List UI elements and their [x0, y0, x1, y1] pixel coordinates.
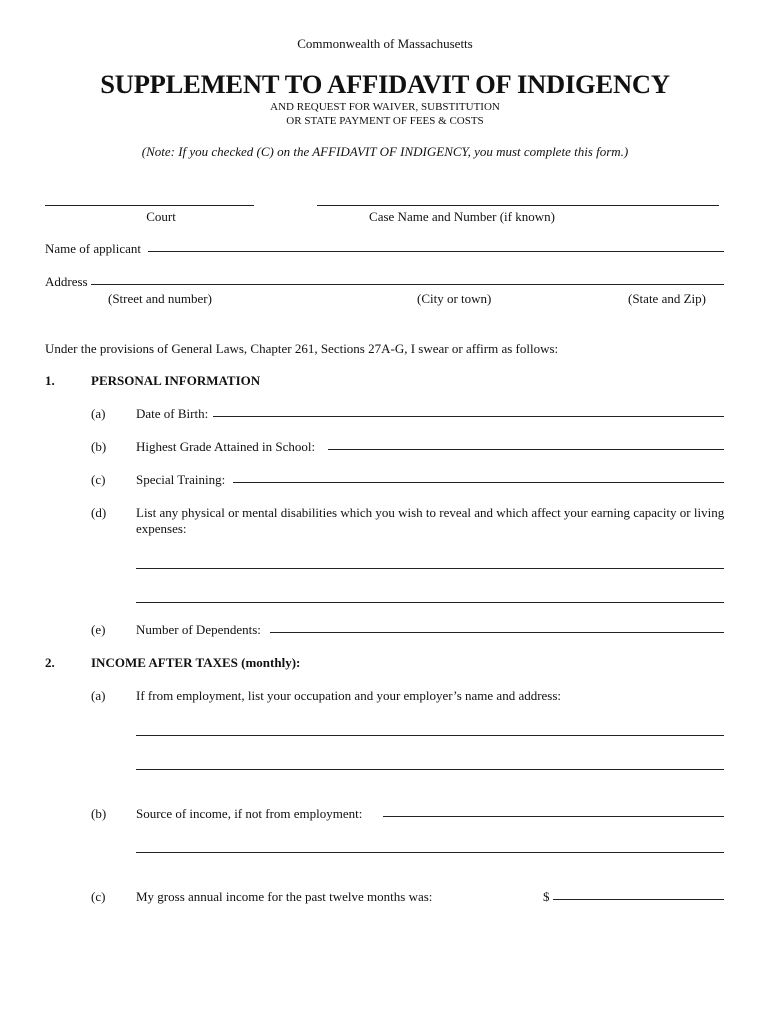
- item-1b-letter: (b): [91, 439, 107, 454]
- grade-field[interactable]: [328, 449, 724, 450]
- item-2a-letter: (a): [91, 688, 106, 703]
- case-name-label: Case Name and Number (if known): [369, 209, 555, 224]
- dollar-sign: $: [543, 889, 550, 904]
- form-subtitle-line2: OR STATE PAYMENT OF FEES & COSTS: [286, 115, 484, 127]
- employment-field-line2[interactable]: [136, 769, 724, 770]
- disabilities-label: List any physical or mental disabilities which you wish to reveal and which affect your earning capacity or living expenses:: [136, 505, 725, 536]
- disabilities-field-line1[interactable]: [136, 568, 724, 569]
- dependents-label: Number of Dependents:: [136, 622, 261, 637]
- case-name-field[interactable]: [317, 205, 719, 206]
- court-label: Court: [146, 209, 176, 224]
- section1-number: 1.: [45, 373, 55, 388]
- form-note: (Note: If you checked (C) on the AFFIDAVIT OF INDIGENCY, you must complete this form.): [141, 144, 629, 159]
- dependents-field[interactable]: [270, 632, 724, 633]
- item-1a-letter: (a): [91, 406, 106, 421]
- address-label: Address: [45, 274, 88, 289]
- date-of-birth-field[interactable]: [213, 416, 724, 417]
- item-2c-letter: (c): [91, 889, 106, 904]
- applicant-label: Name of applicant: [45, 241, 142, 256]
- item-2b-letter: (b): [91, 806, 107, 821]
- section1-heading: PERSONAL INFORMATION: [91, 373, 261, 388]
- city-sublabel: (City or town): [417, 291, 492, 306]
- special-training-label: Special Training:: [136, 472, 226, 487]
- other-income-label: Source of income, if not from employment:: [136, 806, 363, 821]
- annual-income-label: My gross annual income for the past twelve months was:: [136, 889, 433, 904]
- applicant-name-field[interactable]: [148, 251, 724, 252]
- grade-label: Highest Grade Attained in School:: [136, 439, 316, 454]
- court-field[interactable]: [45, 205, 254, 206]
- item-1e-letter: (e): [91, 622, 106, 637]
- intro-statement: Under the provisions of General Laws, Chapter 261, Sections 27A-G, I swear or affirm as follows:: [45, 341, 559, 356]
- agency-name: Commonwealth of Massachusetts: [297, 36, 473, 51]
- other-income-field-line2[interactable]: [136, 852, 724, 853]
- employment-field-line1[interactable]: [136, 735, 724, 736]
- disabilities-field-line2[interactable]: [136, 602, 724, 603]
- item-1d-letter: (d): [91, 505, 107, 520]
- annual-income-field[interactable]: [553, 899, 724, 900]
- section2-heading: INCOME AFTER TAXES (monthly):: [91, 655, 301, 670]
- section2-number: 2.: [45, 655, 55, 670]
- form-subtitle-line1: AND REQUEST FOR WAIVER, SUBSTITUTION: [270, 101, 500, 113]
- date-of-birth-label: Date of Birth:: [136, 406, 209, 421]
- employment-label: If from employment, list your occupation and your employer’s name and address:: [136, 688, 562, 703]
- item-1c-letter: (c): [91, 472, 106, 487]
- street-sublabel: (Street and number): [108, 291, 212, 306]
- form-title: SUPPLEMENT TO AFFIDAVIT OF INDIGENCY: [100, 69, 670, 99]
- other-income-field-line1[interactable]: [383, 816, 724, 817]
- state-zip-sublabel: (State and Zip): [628, 291, 706, 306]
- address-field[interactable]: [91, 284, 724, 285]
- special-training-field[interactable]: [233, 482, 724, 483]
